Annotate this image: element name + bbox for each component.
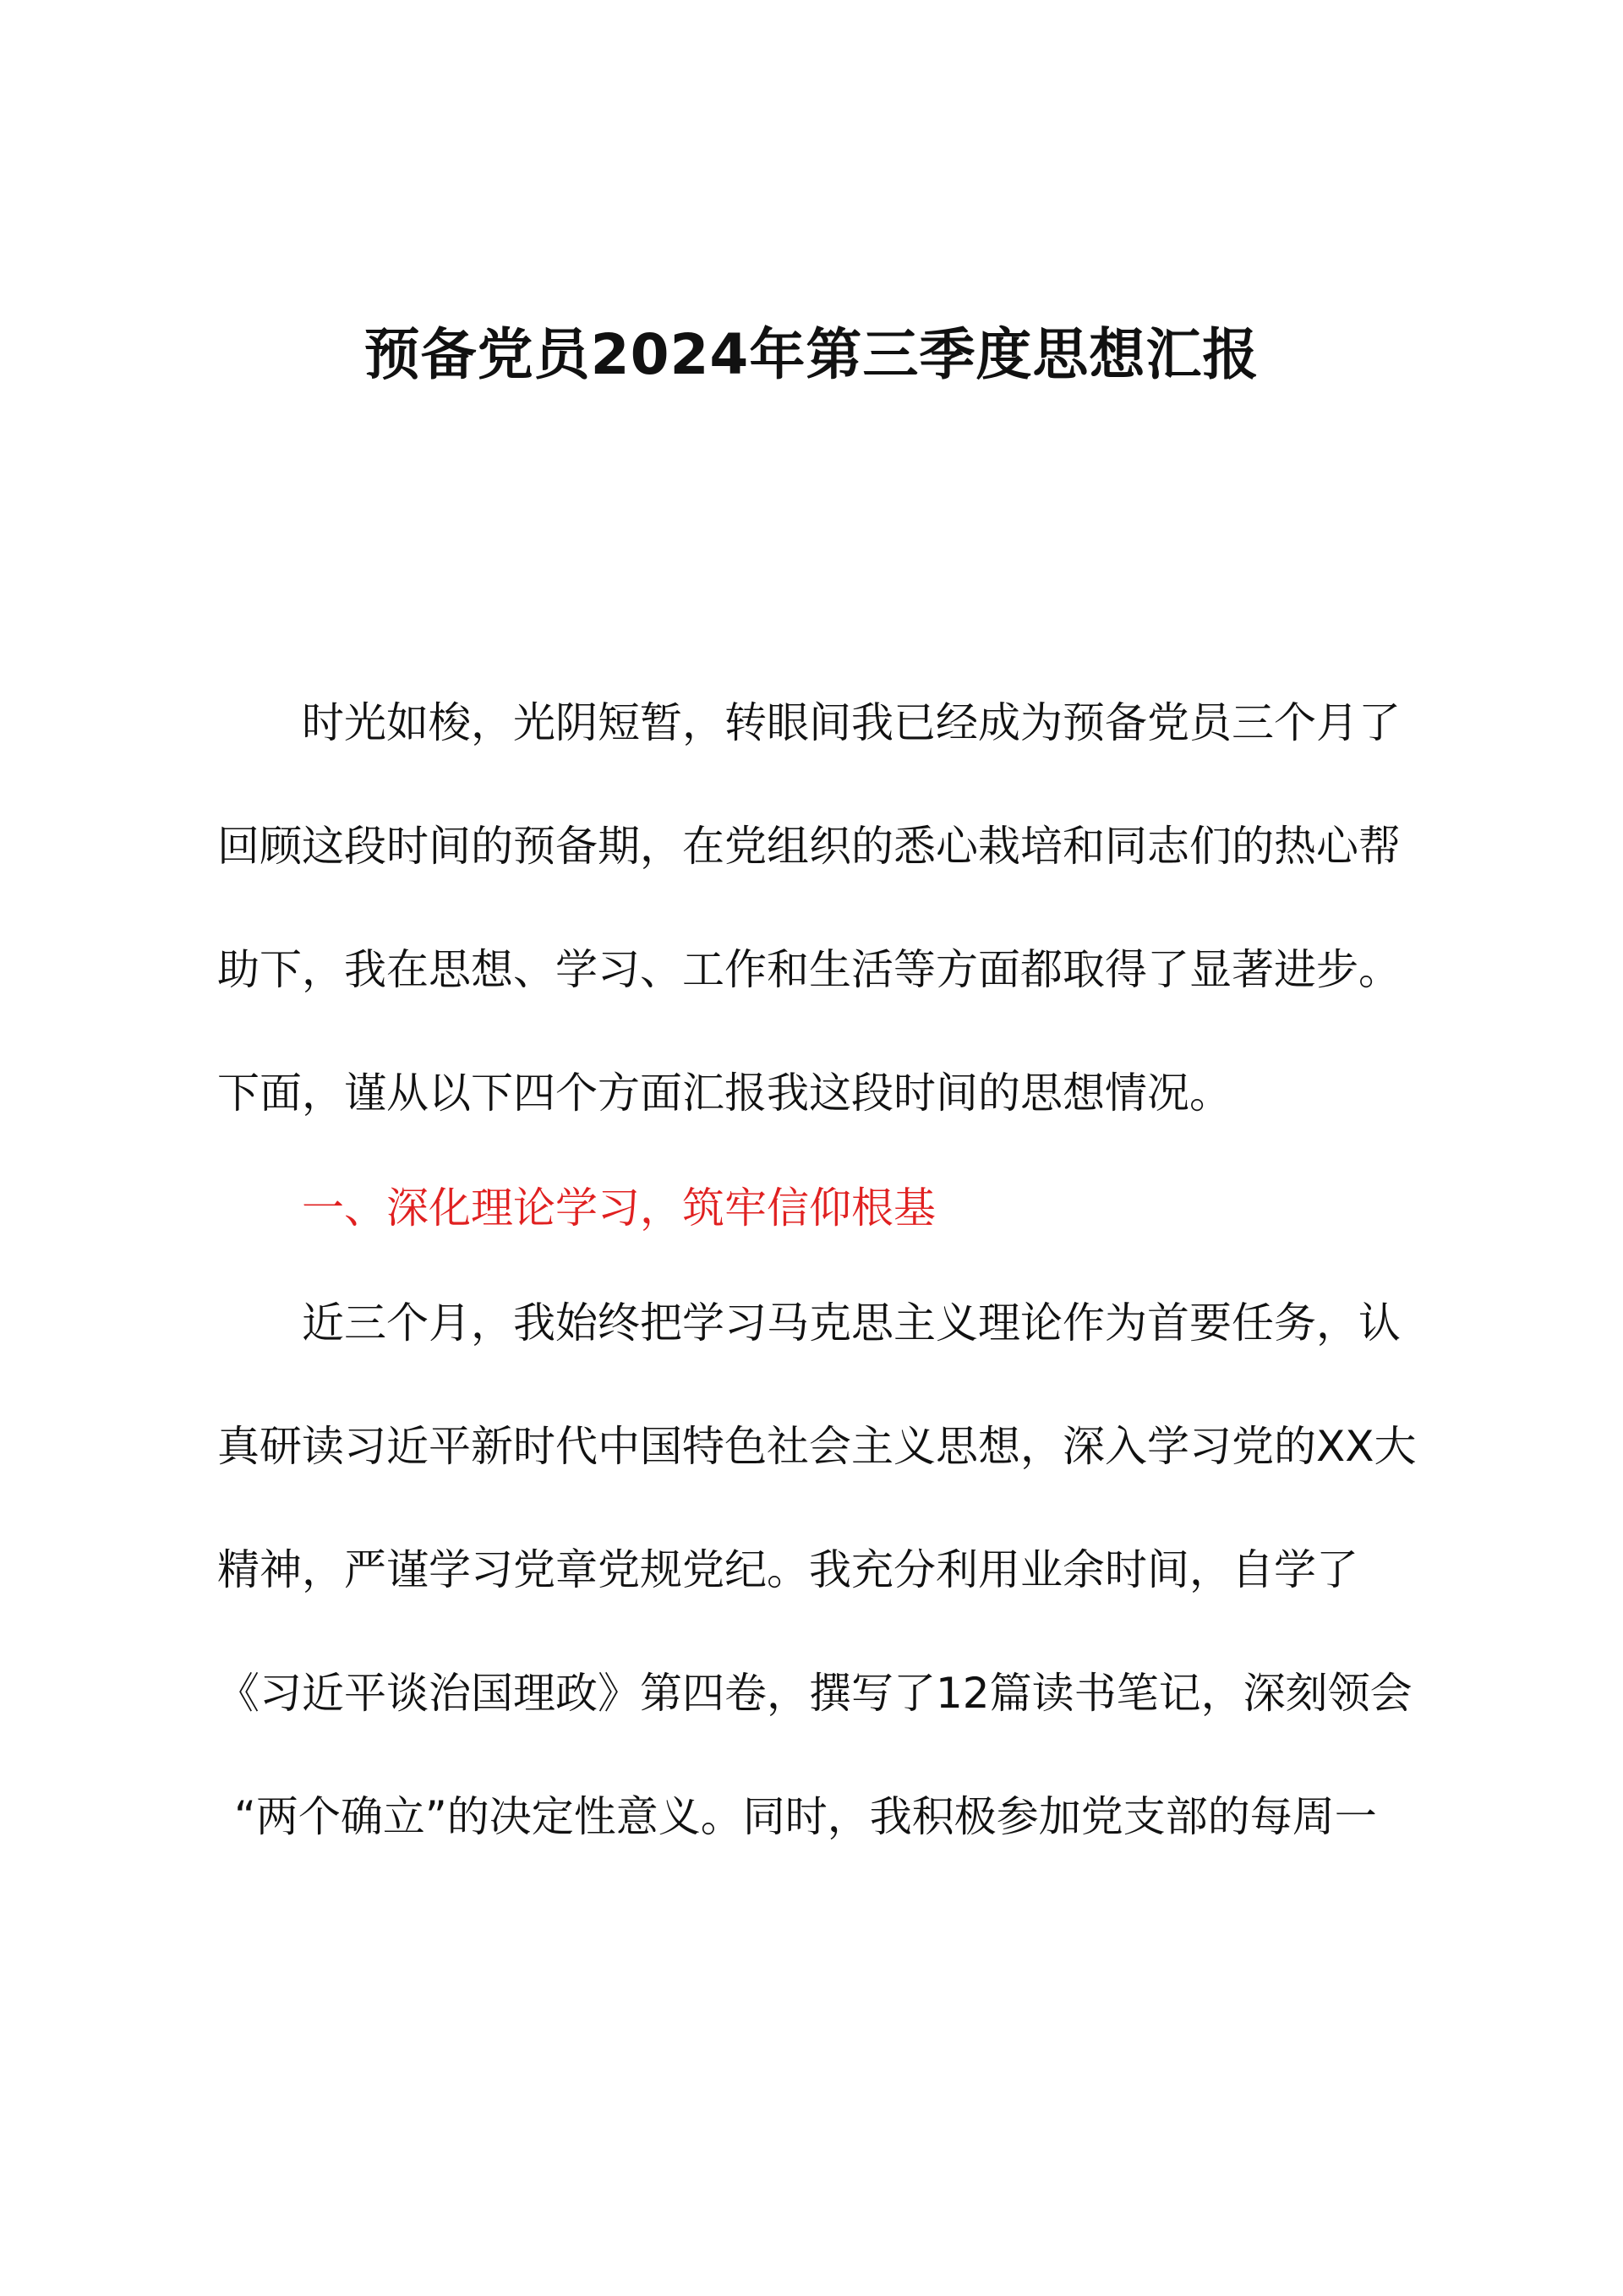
intro-line-3: 助下，我在思想、学习、工作和生活等方面都取得了显著进步。 bbox=[217, 945, 1401, 994]
section-1-line-2: 真研读习近平新时代中国特色社会主义思想，深入学习党的XX大 bbox=[217, 1422, 1417, 1471]
section-1-line-1: 近三个月，我始终把学习马克思主义理论作为首要任务，认 bbox=[302, 1298, 1401, 1348]
section-1-line-5: “两个确立”的决定性意义。同时，我积极参加党支部的每周一 bbox=[234, 1792, 1377, 1841]
section-1-line-3: 精神，严谨学习党章党规党纪。我充分利用业余时间，自学了 bbox=[217, 1545, 1358, 1594]
intro-line-2: 回顾这段时间的预备期，在党组织的悉心栽培和同志们的热心帮 bbox=[217, 822, 1401, 871]
section-1-line-4: 《习近平谈治国理政》第四卷，撰写了12篇读书笔记，深刻领会 bbox=[217, 1669, 1413, 1718]
document-title: 预备党员2024年第三季度思想汇报 bbox=[363, 322, 1260, 387]
section-heading-1: 一、深化理论学习，筑牢信仰根基 bbox=[302, 1184, 936, 1233]
intro-line-4: 下面，谨从以下四个方面汇报我这段时间的思想情况。 bbox=[217, 1069, 1232, 1118]
intro-line-1: 时光如梭，光阴短暂，转眼间我已经成为预备党员三个月了 bbox=[302, 698, 1401, 747]
